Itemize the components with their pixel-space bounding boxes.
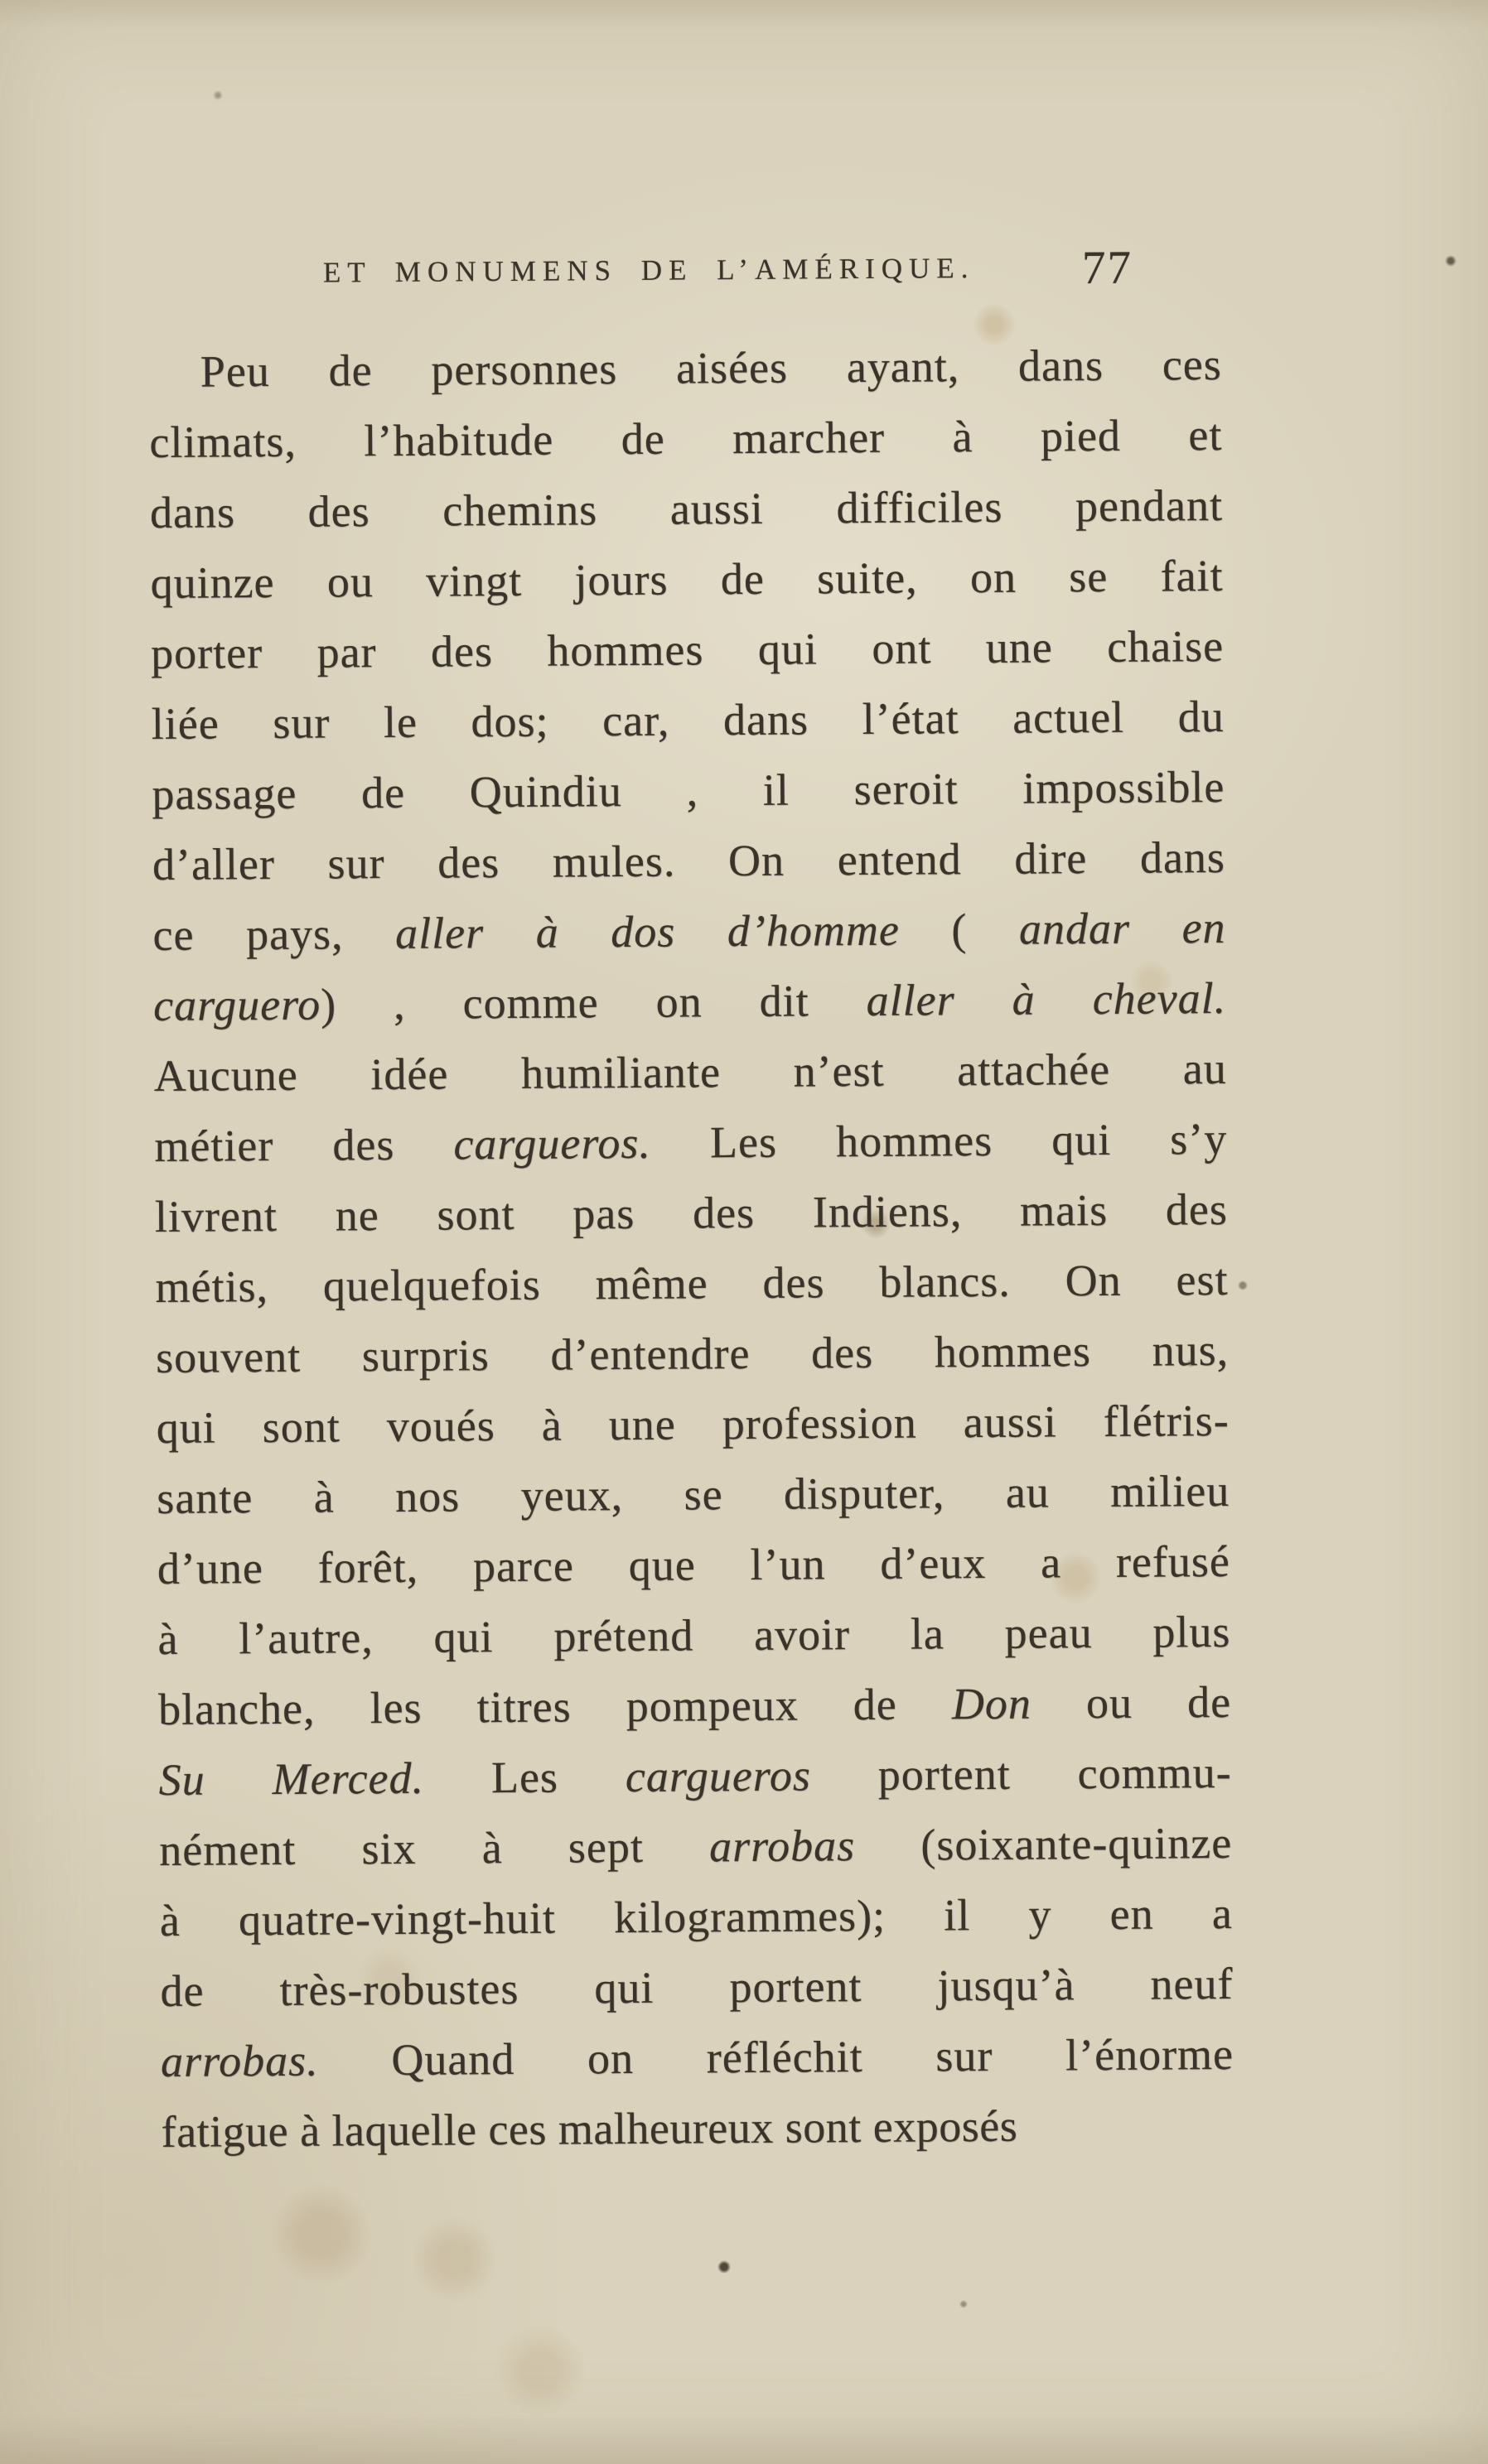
text-segment: qui sont voués à une profession aussi flétris-	[156, 1395, 1230, 1453]
text-line	[150, 541, 1224, 619]
text-segment: ou de	[1031, 1676, 1232, 1729]
italic-text-segment: arrobas.	[160, 2035, 319, 2086]
text-line	[156, 1386, 1230, 1463]
text-line	[152, 752, 1225, 830]
italic-text-segment: cargueros.	[453, 1117, 652, 1169]
text-line	[158, 1738, 1232, 1815]
text-segment: d’aller sur des mules. On entend dire dans	[152, 832, 1226, 890]
italic-text-segment: aller à cheval.	[866, 972, 1227, 1025]
text-line	[157, 1456, 1230, 1534]
text-line	[153, 963, 1227, 1041]
italic-text-segment: Don	[951, 1678, 1032, 1729]
text-segment: Aucune idée humiliante n’est attachée au	[153, 1043, 1227, 1101]
italic-text-segment: andar en	[1018, 902, 1226, 954]
text-line	[161, 2090, 1234, 2167]
text-segment: d’une forêt, parce que l’un d’eux a refusé	[157, 1536, 1231, 1594]
text-line	[154, 1104, 1228, 1182]
text-segment: portent commu-	[810, 1747, 1232, 1801]
text-segment: blanche, les titres pompeux de	[157, 1679, 953, 1734]
text-line	[152, 893, 1226, 971]
text-line	[150, 470, 1224, 548]
text-line	[149, 400, 1223, 478]
text-segment: liée sur le dos; car, dans l’état actuel du	[151, 691, 1225, 749]
text-segment: ce pays,	[152, 908, 396, 960]
text-segment: porter par des hommes qui ont une chaise	[150, 620, 1225, 678]
text-segment: souvent surpris d’entendre des hommes nus,	[155, 1324, 1230, 1382]
text-segment: à l’autre, qui prétend avoir la peau plus	[157, 1606, 1231, 1664]
text-segment: passage de Quindiu , il seroit impossible	[152, 761, 1225, 819]
text-segment: fatigue à laquelle ces malheureux sont exposés	[161, 2100, 1018, 2157]
text-line	[149, 330, 1223, 407]
text-segment: livrent ne sont pas des Indiens, mais des	[154, 1184, 1229, 1242]
text-segment: quinze ou vingt jours de suite, on se fait	[150, 550, 1224, 608]
text-segment: Les	[423, 1752, 626, 1803]
text-segment: (soixante-quinze	[854, 1817, 1233, 1871]
text-segment: (	[899, 904, 1020, 955]
text-segment: ) , comme on dit	[320, 975, 867, 1029]
italic-text-segment: Su Merced.	[158, 1753, 425, 1805]
text-segment: dans des chemins aussi difficiles pendant	[149, 480, 1224, 538]
italic-text-segment: arrobas	[708, 1820, 856, 1872]
text-segment: Quand on réfléchit sur l’énorme	[318, 2028, 1234, 2085]
text-line	[160, 1878, 1234, 1956]
text-segment: Peu de personnes aisées ayant, dans ces	[200, 339, 1222, 397]
body-text	[149, 330, 1234, 2167]
page-number: 77	[1081, 241, 1133, 295]
running-title: ET MONUMENS DE L’AMÉRIQUE.	[322, 252, 975, 289]
italic-text-segment: cargueros	[625, 1750, 812, 1802]
text-segment: climats, l’habitude de marcher à pied et	[149, 409, 1223, 467]
text-segment: nément six à sept	[159, 1821, 710, 1875]
text-line	[157, 1597, 1231, 1675]
text-line	[157, 1526, 1231, 1604]
text-line	[156, 1315, 1230, 1393]
text-line	[152, 822, 1226, 900]
text-line	[161, 2019, 1234, 2097]
italic-text-segment: carguero	[152, 979, 321, 1030]
text-line	[160, 1949, 1234, 2027]
text-line	[159, 1808, 1233, 1886]
italic-text-segment: aller à dos d’homme	[394, 904, 901, 958]
text-line	[158, 1667, 1232, 1745]
text-segment: à quatre-vingt-huit kilogrammes); il y en a	[159, 1888, 1234, 1946]
text-line	[151, 611, 1225, 689]
text-segment: métier des	[154, 1119, 454, 1171]
text-segment: sante à nos yeux, se disputer, au milieu	[157, 1465, 1230, 1523]
text-line	[155, 1174, 1229, 1252]
text-line	[151, 682, 1225, 759]
text-line	[155, 1245, 1229, 1323]
text-segment: Les hommes qui s’y	[650, 1113, 1228, 1168]
text-line	[153, 1034, 1227, 1111]
text-segment: de très-robustes qui portent jusqu’à neuf	[160, 1958, 1234, 2016]
text-segment: métis, quelquefois même des blancs. On est	[155, 1254, 1229, 1312]
